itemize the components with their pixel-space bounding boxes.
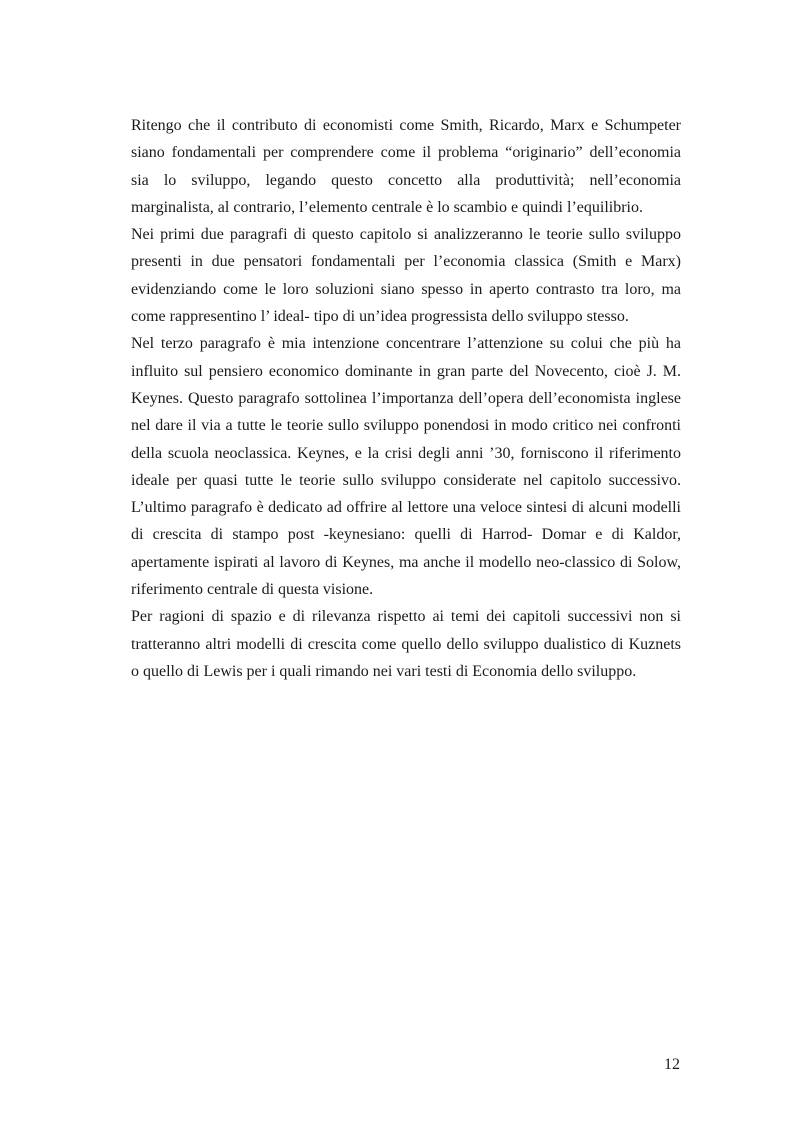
text-line: tratteranno altri modelli di crescita come quello dello sviluppo dualistico di Kuznets xyxy=(131,635,681,653)
page-number: 12 xyxy=(664,1056,680,1073)
text-line: riferimento centrale di questa visione. xyxy=(131,581,374,599)
paragraph xyxy=(131,603,681,685)
text-line: ideale per quasi tutte le teorie sullo sviluppo considerate nel capitolo successivo. xyxy=(131,471,681,489)
text-line: marginalista, al contrario, l’elemento centrale è lo scambio e quindi l’equilibrio. xyxy=(131,198,643,216)
text-line: L’ultimo paragrafo è dedicato ad offrire al lettore una veloce sintesi di alcuni modelli xyxy=(131,499,681,517)
text-line: Nei primi due paragrafi di questo capitolo si analizzeranno le teorie sullo sviluppo xyxy=(131,226,681,244)
paragraph xyxy=(131,221,681,330)
text-line: Ritengo che il contributo di economisti come Smith, Ricardo, Marx e Schumpeter xyxy=(131,117,681,134)
text-line: nel dare il via a tutte le teorie sullo sviluppo ponendosi in modo critico nei confronti xyxy=(131,417,681,435)
document-body xyxy=(131,112,681,685)
text-line: evidenziando come le loro soluzioni siano spesso in aperto contrasto tra loro, ma xyxy=(131,280,681,298)
text-line: Per ragioni di spazio e di rilevanza rispetto ai temi dei capitoli successivi non si xyxy=(131,608,681,626)
text-line: come rappresentino l’ ideal- tipo di un’idea progressista dello sviluppo stesso. xyxy=(131,308,629,326)
text-line: apertamente ispirati al lavoro di Keynes, ma anche il modello neo-classico di Solow, xyxy=(131,553,681,571)
text-line: di crescita di stampo post -keynesiano: quelli di Harrod- Domar e di Kaldor, xyxy=(131,526,681,544)
text-line: o quello di Lewis per i quali rimando nei vari testi di Economia dello sviluppo. xyxy=(131,662,637,680)
text-line: della scuola neoclassica. Keynes, e la crisi degli anni ’30, forniscono il riferimento xyxy=(131,444,681,462)
paragraph xyxy=(131,330,681,603)
text-line: presenti in due pensatori fondamentali per l’economia classica (Smith e Marx) xyxy=(131,253,681,271)
text-line: sia lo sviluppo, legando questo concetto alla produttività; nell’economia xyxy=(131,171,681,189)
text-line: siano fondamentali per comprendere come il problema “originario” dell’economia xyxy=(131,144,681,162)
text-line: influito sul pensiero economico dominante in gran parte del Novecento, cioè J. M. xyxy=(131,362,681,380)
text-line: Nel terzo paragrafo è mia intenzione concentrare l’attenzione su colui che più ha xyxy=(131,335,681,353)
text-line: Keynes. Questo paragrafo sottolinea l’importanza dell’opera dell’economista inglese xyxy=(131,389,681,407)
paragraph xyxy=(131,112,681,221)
